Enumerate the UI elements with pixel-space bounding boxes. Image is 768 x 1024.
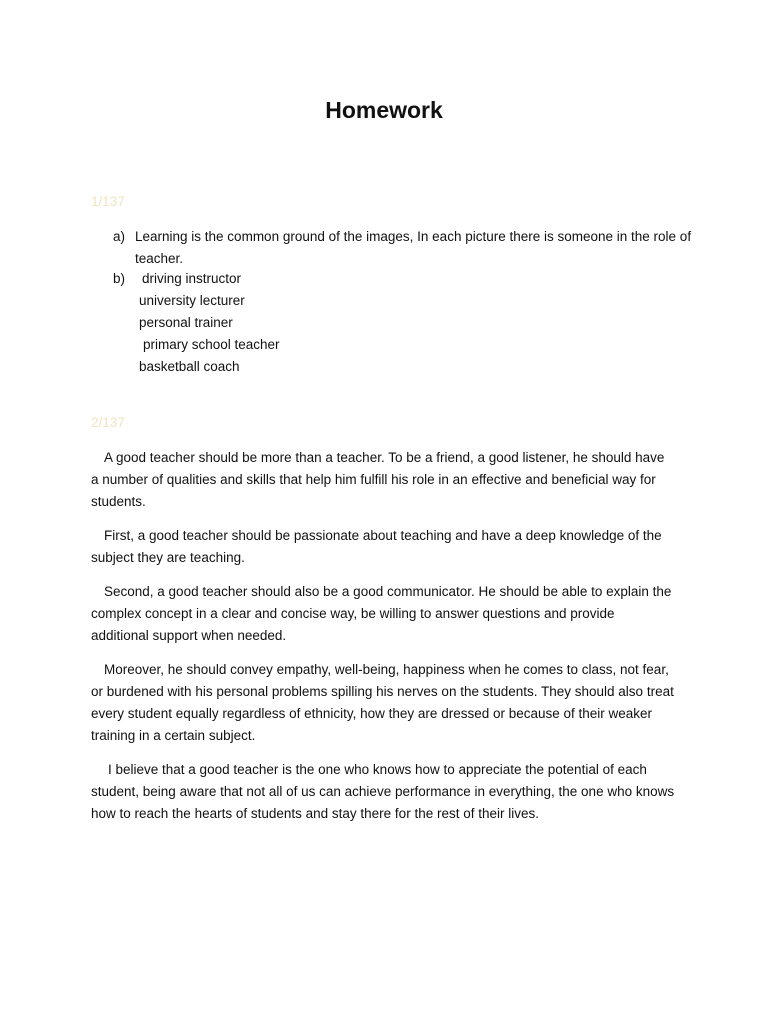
- list-entry: university lecturer: [139, 293, 245, 308]
- essay-paragraph: Second, a good teacher should also be a good communicator. He should be able to explain the complex concept in a clear and concise way, be willing to answer questions and provide additional support when needed.: [91, 584, 672, 643]
- list-item-b: [113, 268, 513, 290]
- list-item-a: [113, 226, 693, 270]
- list-entry: primary school teacher: [143, 337, 280, 352]
- section-ref-1: 1/137: [91, 194, 125, 209]
- answer-list-b: [113, 268, 513, 378]
- essay-paragraph: I believe that a good teacher is the one who knows how to appreciate the potential of each student, being aware that not all of us can achieve performance in everything, the one who knows how to reach the hearts of students and stay there for the rest of their lives.: [91, 762, 675, 821]
- page-title: Homework: [325, 97, 443, 123]
- answer-list-a: [113, 226, 693, 270]
- list-marker-a: a): [113, 229, 126, 244]
- essay-paragraph: Moreover, he should convey empathy, well-being, happiness when he comes to class, not fear, or burdened with his personal problems spilling his nerves on the students. They should also treat every student equally regardless of ethnicity, how they are dressed or because of their weaker training in a certain subject.: [91, 662, 674, 743]
- list-entry: personal trainer: [139, 315, 233, 330]
- essay-paragraph: A good teacher should be more than a teacher. To be a friend, a good listener, he should have a number of qualities and skills that help him fulfill his role in an effective and beneficial way for students.: [91, 450, 665, 509]
- essay-paragraph: First, a good teacher should be passionate about teaching and have a deep knowledge of the subject they are teaching.: [91, 528, 662, 565]
- section-ref-2: 2/137: [91, 415, 125, 430]
- essay-body: [91, 447, 675, 837]
- list-text-a: Learning is the common ground of the images, In each picture there is someone in the role of teacher.: [135, 229, 692, 266]
- list-entry: driving instructor: [142, 271, 242, 286]
- list-entry: basketball coach: [139, 359, 240, 374]
- list-marker-b: b): [113, 271, 126, 286]
